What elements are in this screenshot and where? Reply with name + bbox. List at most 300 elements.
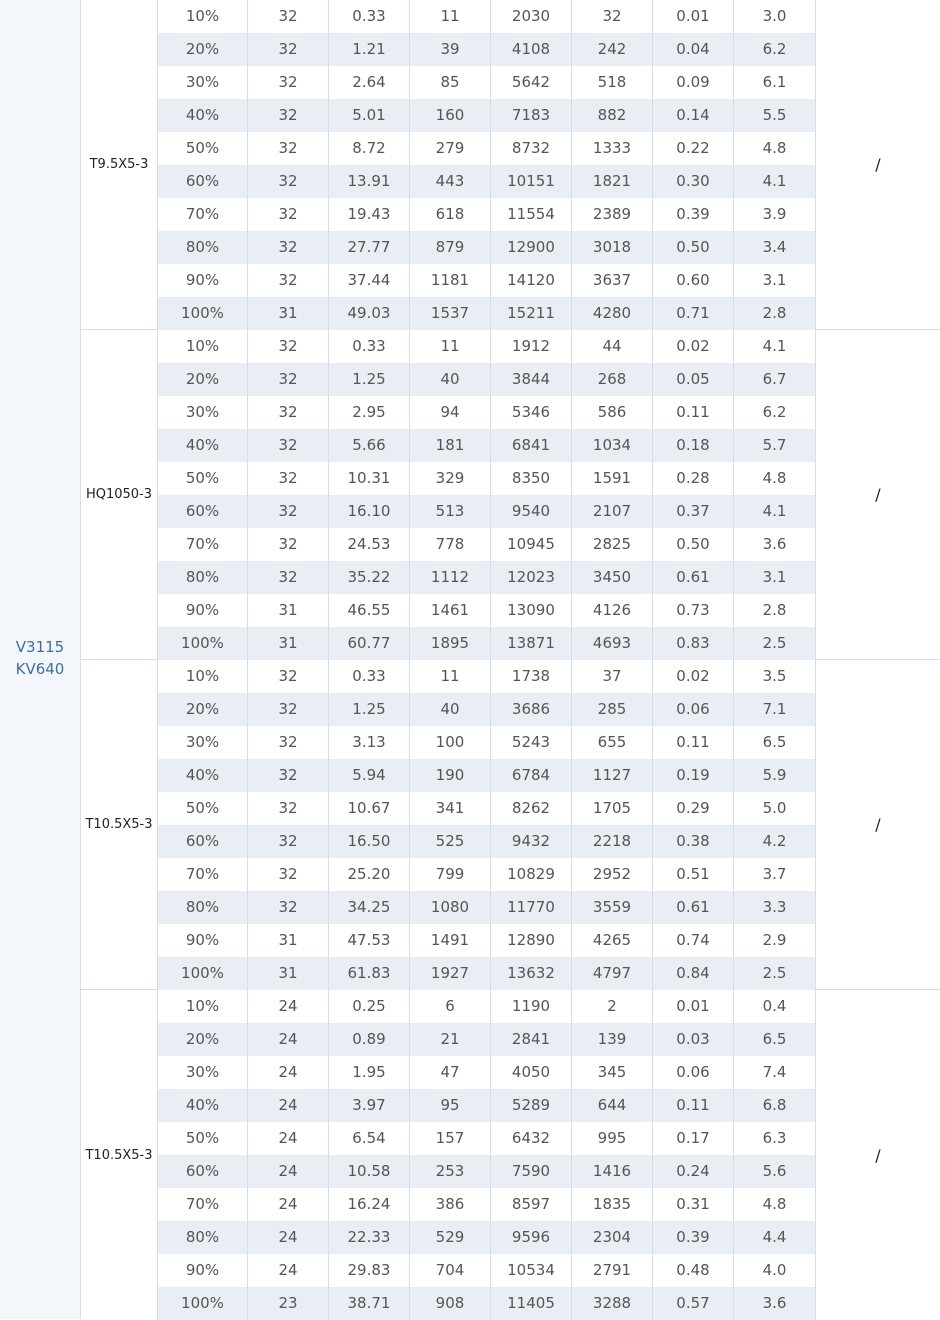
propeller-group — [81, 330, 940, 660]
table-cell: 32 — [248, 462, 329, 495]
remark-cell: / — [875, 485, 881, 504]
table-cell: 44 — [572, 330, 653, 363]
table-cell: 20% — [158, 363, 248, 396]
table-cell: 14120 — [491, 264, 572, 297]
table-cell: 24 — [248, 1155, 329, 1188]
table-cell: 0.04 — [653, 33, 734, 66]
table-cell: 3.3 — [734, 891, 816, 924]
table-cell: 11 — [410, 0, 491, 33]
table-cell: 32 — [248, 264, 329, 297]
table-cell: 8262 — [491, 792, 572, 825]
table-cell: 6 — [410, 990, 491, 1023]
table-cell: 24 — [248, 1122, 329, 1155]
table-cell: 0.06 — [653, 1056, 734, 1089]
table-cell: 30% — [158, 396, 248, 429]
table-cell: 0.50 — [653, 528, 734, 561]
table-cell: 655 — [572, 726, 653, 759]
table-cell: 1591 — [572, 462, 653, 495]
data-rows — [158, 330, 816, 660]
table-cell: 10.58 — [329, 1155, 410, 1188]
table-cell: 0.01 — [653, 990, 734, 1023]
table-cell: 60% — [158, 825, 248, 858]
table-cell: 1738 — [491, 660, 572, 693]
table-cell: 32 — [248, 231, 329, 264]
remark-cell: / — [875, 815, 881, 834]
table-cell: 6.2 — [734, 33, 816, 66]
table-cell: 3.5 — [734, 660, 816, 693]
table-cell: 7.4 — [734, 1056, 816, 1089]
table-cell: 879 — [410, 231, 491, 264]
table-cell: 40 — [410, 693, 491, 726]
table-cell: 100% — [158, 627, 248, 660]
table-cell: 60% — [158, 495, 248, 528]
table-cell: 529 — [410, 1221, 491, 1254]
table-cell: 157 — [410, 1122, 491, 1155]
table-cell: 139 — [572, 1023, 653, 1056]
table-cell: 6.8 — [734, 1089, 816, 1122]
table-cell: 12023 — [491, 561, 572, 594]
table-cell: 618 — [410, 198, 491, 231]
table-cell: 16.10 — [329, 495, 410, 528]
table-cell: 3559 — [572, 891, 653, 924]
table-cell: 50% — [158, 132, 248, 165]
table-cell: 90% — [158, 924, 248, 957]
motor-kv: KV640 — [15, 660, 65, 678]
table-cell: 8597 — [491, 1188, 572, 1221]
table-cell: 644 — [572, 1089, 653, 1122]
propeller-group — [81, 660, 940, 990]
table-cell: 0.84 — [653, 957, 734, 990]
table-row — [158, 1023, 816, 1056]
table-cell: 190 — [410, 759, 491, 792]
table-cell: 32 — [248, 33, 329, 66]
table-cell: 3.1 — [734, 264, 816, 297]
table-cell: 70% — [158, 528, 248, 561]
table-cell: 0.22 — [653, 132, 734, 165]
table-cell: 10151 — [491, 165, 572, 198]
table-cell: 0.60 — [653, 264, 734, 297]
table-cell: 11554 — [491, 198, 572, 231]
table-row — [158, 924, 816, 957]
table-cell: 5642 — [491, 66, 572, 99]
table-row — [158, 792, 816, 825]
table-cell: 32 — [248, 495, 329, 528]
motor-model: V3115 — [15, 638, 65, 656]
table-cell: 6.5 — [734, 726, 816, 759]
table-cell: 0.51 — [653, 858, 734, 891]
table-cell: 90% — [158, 1254, 248, 1287]
table-cell: 40% — [158, 1089, 248, 1122]
table-cell: 1127 — [572, 759, 653, 792]
table-cell: 47.53 — [329, 924, 410, 957]
table-cell: 13.91 — [329, 165, 410, 198]
table-cell: 2.9 — [734, 924, 816, 957]
table-cell: 5.9 — [734, 759, 816, 792]
table-cell: 20% — [158, 33, 248, 66]
table-cell: 4280 — [572, 297, 653, 330]
table-cell: 1.21 — [329, 33, 410, 66]
table-cell: 94 — [410, 396, 491, 429]
table-cell: 0.18 — [653, 429, 734, 462]
table-cell: 9432 — [491, 825, 572, 858]
table-cell: 13090 — [491, 594, 572, 627]
table-row — [158, 990, 816, 1023]
table-cell: 995 — [572, 1122, 653, 1155]
table-cell: 38.71 — [329, 1287, 410, 1320]
table-cell: 0.24 — [653, 1155, 734, 1188]
table-cell: 23 — [248, 1287, 329, 1320]
table-cell: 39 — [410, 33, 491, 66]
table-cell: 0.39 — [653, 198, 734, 231]
propeller-group — [81, 990, 940, 1320]
table-row — [158, 726, 816, 759]
table-cell: 0.37 — [653, 495, 734, 528]
table-cell: 32 — [248, 561, 329, 594]
data-rows — [158, 660, 816, 990]
table-row — [158, 165, 816, 198]
table-cell: 5.0 — [734, 792, 816, 825]
table-cell: 32 — [248, 726, 329, 759]
table-row — [158, 1155, 816, 1188]
table-cell: 242 — [572, 33, 653, 66]
table-cell: 778 — [410, 528, 491, 561]
table-cell: 2841 — [491, 1023, 572, 1056]
table-cell: 2389 — [572, 198, 653, 231]
table-cell: 0.48 — [653, 1254, 734, 1287]
table-cell: 10534 — [491, 1254, 572, 1287]
table-cell: 0.74 — [653, 924, 734, 957]
table-cell: 10.67 — [329, 792, 410, 825]
table-cell: 3.1 — [734, 561, 816, 594]
table-row — [158, 1089, 816, 1122]
table-cell: 329 — [410, 462, 491, 495]
table-cell: 525 — [410, 825, 491, 858]
table-cell: 160 — [410, 99, 491, 132]
table-cell: 4265 — [572, 924, 653, 957]
table-cell: 0.61 — [653, 561, 734, 594]
propeller-group — [81, 0, 940, 330]
table-cell: 16.50 — [329, 825, 410, 858]
table-cell: 70% — [158, 858, 248, 891]
table-cell: 5.7 — [734, 429, 816, 462]
table-cell: 3.7 — [734, 858, 816, 891]
table-row — [158, 627, 816, 660]
table-cell: 6432 — [491, 1122, 572, 1155]
table-row — [158, 429, 816, 462]
table-cell: 3637 — [572, 264, 653, 297]
table-cell: 3.4 — [734, 231, 816, 264]
table-cell: 8732 — [491, 132, 572, 165]
table-cell: 0.31 — [653, 1188, 734, 1221]
table-cell: 32 — [248, 429, 329, 462]
table-cell: 40% — [158, 99, 248, 132]
table-cell: 24 — [248, 1221, 329, 1254]
table-cell: 1.25 — [329, 363, 410, 396]
table-cell: 1181 — [410, 264, 491, 297]
table-cell: 0.03 — [653, 1023, 734, 1056]
table-cell: 3.9 — [734, 198, 816, 231]
table-cell: 0.83 — [653, 627, 734, 660]
data-rows — [158, 990, 816, 1320]
table-cell: 2030 — [491, 0, 572, 33]
table-cell: 13632 — [491, 957, 572, 990]
table-cell: 20% — [158, 693, 248, 726]
table-cell: 32 — [572, 0, 653, 33]
table-cell: 268 — [572, 363, 653, 396]
table-cell: 341 — [410, 792, 491, 825]
table-cell: 32 — [248, 891, 329, 924]
table-cell: 0.4 — [734, 990, 816, 1023]
table-cell: 32 — [248, 759, 329, 792]
table-cell: 1.95 — [329, 1056, 410, 1089]
table-cell: 47 — [410, 1056, 491, 1089]
table-row — [158, 594, 816, 627]
table-row — [158, 0, 816, 33]
table-cell: 0.29 — [653, 792, 734, 825]
table-row — [158, 891, 816, 924]
table-cell: 0.57 — [653, 1287, 734, 1320]
table-cell: 5.94 — [329, 759, 410, 792]
table-cell: 2952 — [572, 858, 653, 891]
table-cell: 32 — [248, 792, 329, 825]
table-cell: 19.43 — [329, 198, 410, 231]
table-cell: 6.2 — [734, 396, 816, 429]
table-cell: 50% — [158, 792, 248, 825]
table-row — [158, 198, 816, 231]
data-rows — [158, 0, 816, 330]
table-cell: 0.73 — [653, 594, 734, 627]
table-cell: 32 — [248, 0, 329, 33]
table-cell: 80% — [158, 561, 248, 594]
table-cell: 1461 — [410, 594, 491, 627]
table-cell: 60.77 — [329, 627, 410, 660]
table-cell: 31 — [248, 297, 329, 330]
table-cell: 6.7 — [734, 363, 816, 396]
table-cell: 12890 — [491, 924, 572, 957]
table-cell: 24 — [248, 990, 329, 1023]
table-cell: 11 — [410, 330, 491, 363]
propeller-name: HQ1050-3 — [81, 330, 158, 659]
table-cell: 0.30 — [653, 165, 734, 198]
table-cell: 1080 — [410, 891, 491, 924]
table-cell: 2.64 — [329, 66, 410, 99]
table-cell: 50% — [158, 462, 248, 495]
table-row — [158, 66, 816, 99]
table-cell: 1895 — [410, 627, 491, 660]
table-cell: 10.31 — [329, 462, 410, 495]
table-cell: 24 — [248, 1089, 329, 1122]
table-cell: 3450 — [572, 561, 653, 594]
table-cell: 8.72 — [329, 132, 410, 165]
table-cell: 40% — [158, 429, 248, 462]
table-row — [158, 1122, 816, 1155]
table-cell: 10% — [158, 660, 248, 693]
table-cell: 2218 — [572, 825, 653, 858]
table-row — [158, 231, 816, 264]
table-cell: 37 — [572, 660, 653, 693]
table-cell: 6784 — [491, 759, 572, 792]
table-cell: 2.5 — [734, 957, 816, 990]
table-cell: 4.2 — [734, 825, 816, 858]
table-cell: 0.01 — [653, 0, 734, 33]
table-cell: 518 — [572, 66, 653, 99]
table-cell: 4.8 — [734, 132, 816, 165]
table-cell: 0.39 — [653, 1221, 734, 1254]
table-cell: 80% — [158, 891, 248, 924]
table-cell: 24 — [248, 1254, 329, 1287]
table-cell: 32 — [248, 528, 329, 561]
table-cell: 30% — [158, 1056, 248, 1089]
table-cell: 0.17 — [653, 1122, 734, 1155]
table-row — [158, 33, 816, 66]
table-cell: 1.25 — [329, 693, 410, 726]
table-cell: 279 — [410, 132, 491, 165]
table-cell: 0.50 — [653, 231, 734, 264]
table-row — [158, 363, 816, 396]
table-cell: 11770 — [491, 891, 572, 924]
table-cell: 6.1 — [734, 66, 816, 99]
table-cell: 10% — [158, 990, 248, 1023]
table-cell: 4693 — [572, 627, 653, 660]
table-cell: 9596 — [491, 1221, 572, 1254]
table-row — [158, 264, 816, 297]
table-cell: 4050 — [491, 1056, 572, 1089]
table-cell: 80% — [158, 1221, 248, 1254]
table-cell: 32 — [248, 858, 329, 891]
table-cell: 0.25 — [329, 990, 410, 1023]
table-cell: 60% — [158, 165, 248, 198]
table-cell: 513 — [410, 495, 491, 528]
table-cell: 4126 — [572, 594, 653, 627]
table-cell: 4.1 — [734, 495, 816, 528]
table-cell: 95 — [410, 1089, 491, 1122]
table-cell: 32 — [248, 198, 329, 231]
table-row — [158, 396, 816, 429]
table-cell: 100% — [158, 297, 248, 330]
table-cell: 345 — [572, 1056, 653, 1089]
table-cell: 37.44 — [329, 264, 410, 297]
table-cell: 35.22 — [329, 561, 410, 594]
table-cell: 0.33 — [329, 330, 410, 363]
remark-cell: / — [875, 155, 881, 174]
table-row — [158, 693, 816, 726]
table-cell: 2304 — [572, 1221, 653, 1254]
table-cell: 0.09 — [653, 66, 734, 99]
table-cell: 4797 — [572, 957, 653, 990]
table-cell: 3018 — [572, 231, 653, 264]
table-cell: 6.3 — [734, 1122, 816, 1155]
table-cell: 5.01 — [329, 99, 410, 132]
table-cell: 4108 — [491, 33, 572, 66]
table-cell: 5.6 — [734, 1155, 816, 1188]
table-cell: 0.06 — [653, 693, 734, 726]
table-cell: 6.54 — [329, 1122, 410, 1155]
table-cell: 2.95 — [329, 396, 410, 429]
table-cell: 5.66 — [329, 429, 410, 462]
table-row — [158, 561, 816, 594]
table-cell: 11405 — [491, 1287, 572, 1320]
table-cell: 1537 — [410, 297, 491, 330]
table-cell: 34.25 — [329, 891, 410, 924]
table-cell: 0.61 — [653, 891, 734, 924]
table-cell: 3686 — [491, 693, 572, 726]
propeller-name: T10.5X5-3 — [81, 660, 158, 989]
table-cell: 5.5 — [734, 99, 816, 132]
table-cell: 70% — [158, 1188, 248, 1221]
table-cell: 31 — [248, 957, 329, 990]
table-cell: 4.1 — [734, 330, 816, 363]
table-cell: 2791 — [572, 1254, 653, 1287]
table-cell: 2.8 — [734, 297, 816, 330]
table-cell: 13871 — [491, 627, 572, 660]
table-cell: 0.11 — [653, 726, 734, 759]
table-cell: 3.13 — [329, 726, 410, 759]
table-cell: 908 — [410, 1287, 491, 1320]
table-cell: 29.83 — [329, 1254, 410, 1287]
table-cell: 3.97 — [329, 1089, 410, 1122]
table-cell: 15211 — [491, 297, 572, 330]
table-cell: 22.33 — [329, 1221, 410, 1254]
performance-table — [81, 0, 940, 1320]
table-row — [158, 99, 816, 132]
table-cell: 6.5 — [734, 1023, 816, 1056]
table-row — [158, 1056, 816, 1089]
table-cell: 32 — [248, 99, 329, 132]
table-cell: 2 — [572, 990, 653, 1023]
table-cell: 2.5 — [734, 627, 816, 660]
table-cell: 100 — [410, 726, 491, 759]
table-cell: 0.11 — [653, 396, 734, 429]
table-cell: 12900 — [491, 231, 572, 264]
table-cell: 27.77 — [329, 231, 410, 264]
table-cell: 1705 — [572, 792, 653, 825]
remark-cell: / — [875, 1145, 881, 1165]
table-row — [158, 1188, 816, 1221]
table-row — [158, 660, 816, 693]
table-cell: 7.1 — [734, 693, 816, 726]
table-cell: 7183 — [491, 99, 572, 132]
table-cell: 1416 — [572, 1155, 653, 1188]
table-cell: 443 — [410, 165, 491, 198]
table-cell: 32 — [248, 396, 329, 429]
table-cell: 0.11 — [653, 1089, 734, 1122]
table-cell: 32 — [248, 660, 329, 693]
table-row — [158, 1221, 816, 1254]
table-cell: 2107 — [572, 495, 653, 528]
table-cell: 0.05 — [653, 363, 734, 396]
table-row — [158, 957, 816, 990]
table-cell: 32 — [248, 363, 329, 396]
table-cell: 40 — [410, 363, 491, 396]
table-cell: 80% — [158, 231, 248, 264]
table-cell: 100% — [158, 957, 248, 990]
table-cell: 31 — [248, 924, 329, 957]
table-cell: 40% — [158, 759, 248, 792]
table-cell: 0.28 — [653, 462, 734, 495]
table-row — [158, 858, 816, 891]
table-cell: 5289 — [491, 1089, 572, 1122]
table-cell: 3.0 — [734, 0, 816, 33]
table-cell: 24 — [248, 1056, 329, 1089]
table-row — [158, 462, 816, 495]
table-cell: 32 — [248, 693, 329, 726]
table-cell: 7590 — [491, 1155, 572, 1188]
table-cell: 6841 — [491, 429, 572, 462]
table-row — [158, 825, 816, 858]
table-cell: 9540 — [491, 495, 572, 528]
table-cell: 3.6 — [734, 528, 816, 561]
table-cell: 0.33 — [329, 660, 410, 693]
